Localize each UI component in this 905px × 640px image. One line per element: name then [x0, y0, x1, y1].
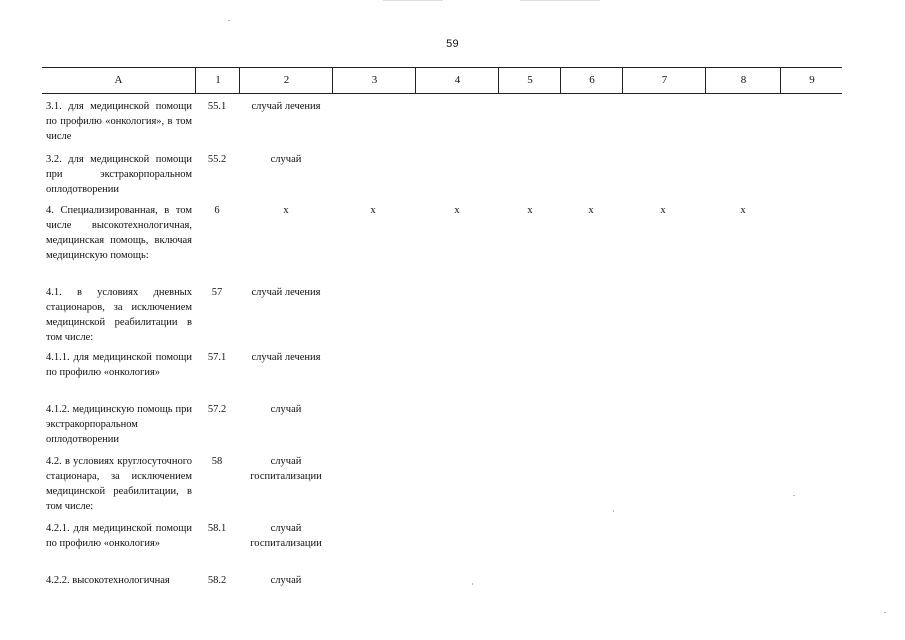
row-unit: х [283, 205, 289, 216]
column-header-5: 5 [498, 68, 561, 93]
row-unit: случай [270, 404, 302, 415]
row-label: 4.1.2. медицинскую помощь при экстракорпоральном оплодотворении [46, 404, 192, 445]
column-header-4: 4 [415, 68, 499, 93]
row-code: 6 [214, 205, 220, 216]
row-cell-4: х [454, 205, 460, 216]
row-label: 3.1. для медицинской помощи по профилю «онкология», в том числе [46, 101, 192, 142]
row-cell-8: х [740, 205, 746, 216]
row-cell-7: х [660, 205, 666, 216]
row-code: 58 [211, 456, 223, 467]
row-unit: случай [270, 575, 302, 586]
column-header-8: 8 [705, 68, 781, 93]
row-code: 57 [211, 287, 223, 298]
column-header-6: 6 [560, 68, 623, 93]
scan-speck [884, 612, 886, 613]
row-unit: случай госпитализации [250, 523, 322, 549]
row-label: 4.1. в условиях дневных стационаров, за исключением медицинской реабилитации в том числе: [46, 287, 192, 343]
row-label: 4.1.1. для медицинской помощи по профилю «онкология» [46, 352, 192, 378]
row-unit: случай лечения [251, 287, 321, 298]
row-unit: случай лечения [251, 352, 321, 363]
scan-speck [520, 0, 600, 1]
row-cell-5: х [527, 205, 533, 216]
row-unit: случай лечения [251, 101, 321, 112]
column-header-1: 1 [195, 68, 240, 93]
row-label: 4. Специализированная, в том числе высокотехнологичная, медицинская помощь, включая медицинскую помощь: [46, 205, 192, 261]
row-unit: случай [270, 154, 302, 165]
scan-speck [793, 495, 795, 496]
scan-speck [472, 583, 473, 585]
row-code: 57.1 [207, 352, 227, 363]
row-code: 55.2 [207, 154, 227, 165]
row-code: 55.1 [207, 101, 227, 112]
row-label: 3.2. для медицинской помощи при экстракорпоральном оплодотворении [46, 154, 192, 195]
row-cell-6: х [588, 205, 594, 216]
scan-speck [383, 0, 443, 1]
row-label: 4.2.2. высокотехнологичная [46, 575, 170, 586]
row-code: 57.2 [207, 404, 227, 415]
page-number: 59 [446, 38, 459, 50]
column-header-9: 9 [780, 68, 843, 93]
column-header-2: 2 [239, 68, 333, 93]
row-cell-3: х [370, 205, 376, 216]
row-label: 4.2.1. для медицинской помощи по профилю «онкология» [46, 523, 192, 549]
row-code: 58.1 [207, 523, 227, 534]
row-code: 58.2 [207, 575, 227, 586]
column-header-7: 7 [622, 68, 706, 93]
column-header-a: А [114, 74, 123, 86]
row-unit: случай госпитализации [250, 456, 322, 482]
table-header-row [42, 67, 842, 94]
scan-speck [613, 510, 614, 512]
row-label: 4.2. в условиях круглосуточного стационара, за исключением медицинской реабилитации, в том числе: [46, 456, 192, 512]
column-header-3: 3 [332, 68, 416, 93]
scan-speck [228, 20, 230, 21]
